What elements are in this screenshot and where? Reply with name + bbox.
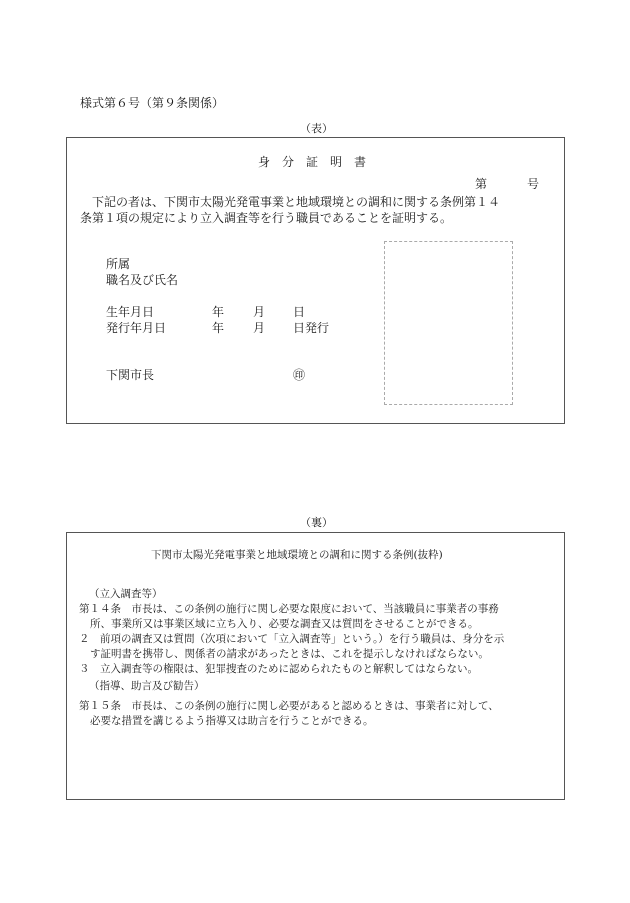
intro-line-2: 条第１項の規定により立入調査等を行う職員であることを証明する。	[80, 211, 453, 225]
front-card	[66, 137, 565, 424]
seal-mark: ㊞	[293, 368, 306, 382]
certificate-title: 身 分 証 明 書	[258, 155, 367, 169]
front-side-label: （表）	[300, 122, 333, 135]
article-14-para-2-line-1: ２ 前項の調査又は質問（次項において「立入調査等」という。）を行う職員は、身分を示	[79, 633, 505, 645]
article-15-line-2: 必要な措置を講じるよう指導又は助言を行うことができる。	[90, 715, 374, 727]
issue-day: 日発行	[293, 321, 330, 335]
mayor-label: 下関市長	[106, 368, 155, 382]
article-14-line-2: 所、事業所又は事業区域に立ち入り、必要な調査又は質問をさせることができる。	[90, 618, 479, 630]
heading-inspection: （立入調査等）	[89, 588, 163, 600]
article-14-line-1: 第１４条 市長は、この条例の施行に関し必要な限度において、当該職員に事業者の事務	[79, 603, 499, 615]
intro-line-1: 下記の者は、下関市太陽光発電事業と地域環境との調和に関する条例第１４	[92, 195, 501, 209]
excerpt-title: 下関市太陽光発電事業と地域環境との調和に関する条例(抜粋)	[151, 549, 443, 561]
birth-date-label: 生年月日	[106, 305, 155, 319]
issue-date-label: 発行年月日	[106, 321, 167, 335]
issue-month: 月	[253, 321, 266, 335]
birth-month: 月	[253, 305, 266, 319]
birth-day: 日	[293, 305, 306, 319]
article-15-line-1: 第１５条 市長は、この条例の施行に関し必要があると認めるときは、事業者に対して、	[79, 700, 499, 712]
issue-year: 年	[212, 321, 225, 335]
heading-guidance: （指導、助言及び勧告）	[89, 680, 205, 692]
name-label: 職名及び氏名	[106, 273, 179, 287]
back-card	[66, 532, 565, 800]
article-14-para-3: ３ 立入調査等の権限は、犯罪捜査のために認められたものと解釈してはならない。	[79, 663, 478, 675]
article-14-para-2-line-2: す証明書を携帯し、関係者の請求があったときは、これを提示しなければならない。	[90, 648, 489, 660]
affiliation-label: 所属	[106, 257, 131, 271]
photo-placeholder	[384, 241, 513, 405]
number-go: 号	[527, 177, 540, 191]
number-dai: 第	[475, 177, 488, 191]
back-side-label: （裏）	[300, 516, 333, 529]
form-label: 様式第６号（第９条関係）	[80, 96, 225, 110]
birth-year: 年	[212, 305, 225, 319]
